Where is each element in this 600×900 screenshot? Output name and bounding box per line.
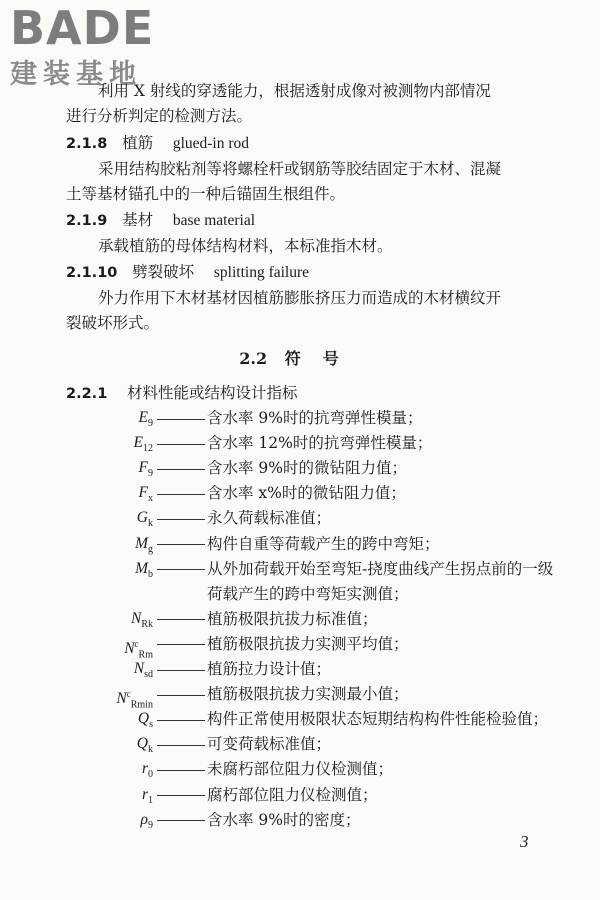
- symbol: [139, 457, 153, 485]
- symbol-description: 从外加荷载开始至弯矩-挠度曲线产生拐点前的一级: [157, 558, 553, 580]
- symbol-row: [0, 658, 600, 680]
- symbol-description: 植筋极限抗拔力实测平均值；: [157, 633, 409, 655]
- symbol-row: [0, 482, 600, 504]
- symbol: [139, 482, 153, 510]
- symbol-description: 构件正常使用极限状态短期结构构件性能检验值；: [157, 708, 548, 730]
- term-number: 2.1.10: [66, 265, 118, 281]
- symbol-subscript: x: [148, 493, 153, 505]
- symbol-description: 含水率 9%时的微钻阻力值；: [157, 457, 407, 479]
- symbol-base: r: [141, 785, 148, 803]
- symbol: [131, 608, 153, 636]
- symbol-base: F: [138, 484, 148, 502]
- symbol-base: E: [133, 434, 143, 452]
- term-zh: 基材: [122, 211, 154, 229]
- logo-word: BADE: [10, 1, 155, 55]
- symbol-base: Q: [136, 735, 148, 753]
- symbol-subscript: Rm: [138, 649, 153, 661]
- symbol-row: [0, 432, 600, 454]
- symbol-base: N: [124, 640, 135, 658]
- symbol-base: ρ: [140, 810, 148, 828]
- term-zh: 劈裂破坏: [132, 263, 195, 281]
- symbol-subscript: 12: [143, 443, 153, 455]
- symbol-description: 含水率 9%时的密度；: [157, 809, 361, 831]
- symbol-subscript: 1: [148, 794, 153, 806]
- symbol-description: 可变荷载标准值；: [157, 733, 331, 755]
- symbol-base: M: [135, 559, 148, 577]
- section-title: 符号: [284, 349, 361, 368]
- term-number: 2.1.9: [66, 213, 108, 229]
- symbol-subscript: 9: [148, 468, 153, 480]
- symbol-subscript: k: [148, 518, 153, 530]
- term-zh: 植筋: [122, 134, 154, 152]
- symbol-row: [0, 507, 600, 529]
- logo-subtitle: 建装基地: [10, 59, 142, 90]
- symbol-description: 含水率 x%时的微钻阻力值；: [157, 482, 406, 504]
- symbol-superscript: c: [134, 638, 139, 649]
- symbol-description: 腐朽部位阻力仪检测值；: [157, 784, 378, 806]
- symbol: [134, 658, 153, 686]
- symbol-base: Q: [137, 710, 150, 728]
- symbol-subscript: b: [148, 568, 153, 580]
- symbol: [138, 708, 153, 736]
- term-body-line: 土等基材锚孔中的一种后锚固生根组件。: [66, 185, 346, 203]
- symbol-subscript: g: [148, 543, 153, 555]
- subsection-heading: [66, 382, 298, 405]
- symbol-subscript: Rmin: [130, 699, 153, 711]
- subsection-title: 材料性能或结构设计指标: [127, 384, 298, 402]
- symbol-description: 含水率 12%时的抗弯弹性模量；: [157, 432, 432, 454]
- term-heading: [66, 261, 309, 284]
- term-body-line: 裂破坏形式。: [66, 314, 160, 332]
- symbol: [141, 809, 153, 837]
- symbol: [135, 558, 153, 586]
- symbol-description: 构件自重等荷载产生的跨中弯矩；: [157, 533, 440, 555]
- symbol-row: [0, 407, 600, 429]
- symbol-row: [0, 809, 600, 831]
- symbol-base: E: [138, 409, 148, 426]
- term-number: 2.1.8: [66, 136, 108, 152]
- symbol-subscript: 9: [148, 418, 153, 430]
- symbol-row: [0, 633, 600, 661]
- symbol-subscript: sd: [144, 669, 153, 681]
- symbol-description: 永久荷载标准值；: [157, 507, 331, 529]
- section-number: 2.2: [239, 349, 268, 368]
- symbol-row: [0, 708, 600, 730]
- symbol: [142, 758, 153, 786]
- symbol-description: 含水率 9%时的抗弯弹性模量；: [157, 407, 423, 429]
- symbol-base: F: [138, 459, 148, 477]
- symbol: [137, 733, 153, 761]
- term-en: glued-in rod: [172, 135, 250, 152]
- symbol-base: M: [135, 534, 148, 552]
- symbol: [134, 432, 153, 460]
- symbol-base: N: [116, 690, 127, 708]
- symbol-row: [0, 733, 600, 755]
- symbol-base: N: [130, 609, 142, 627]
- term-heading: [66, 209, 255, 232]
- term-body-line: 外力作用下木材基材因植筋膨胀挤压力而造成的木材横纹开: [98, 289, 502, 307]
- term-heading: [66, 132, 249, 155]
- term-body-line: 承载植筋的母体结构材料，本标准指木材。: [98, 237, 393, 255]
- subsection-number: 2.2.1: [66, 386, 108, 402]
- page-number: 3: [520, 832, 529, 851]
- symbol-description: 未腐朽部位阻力仪检测值；: [157, 758, 393, 780]
- symbol: [142, 784, 153, 812]
- symbol: [135, 533, 153, 561]
- section-heading: [0, 346, 600, 369]
- symbol-row: [0, 784, 600, 806]
- intro-line-1: 利用 X 射线的穿透能力，根据透射成像对被测物内部情况: [98, 82, 491, 100]
- symbol-base: N: [133, 660, 145, 677]
- symbol-row: [0, 608, 600, 630]
- symbol-subscript: Rk: [141, 618, 153, 630]
- intro-line-2: 进行分析判定的检测方法。: [66, 107, 253, 125]
- symbol-description: 植筋极限抗拔力实测最小值；: [157, 683, 409, 705]
- symbol: [139, 407, 153, 435]
- symbol-subscript: k: [148, 744, 153, 756]
- symbol-description: 植筋极限抗拔力标准值；: [157, 608, 378, 630]
- symbol-row: [0, 533, 600, 555]
- symbol-subscript: 9: [148, 819, 153, 831]
- symbol-row: [0, 758, 600, 780]
- symbol: [137, 507, 153, 535]
- symbol-row: [0, 683, 600, 711]
- symbol-row: [0, 558, 600, 580]
- symbol-description: 植筋拉力设计值；: [157, 658, 331, 680]
- symbol-row: [0, 457, 600, 479]
- term-en: base material: [172, 212, 256, 229]
- logo: [10, 1, 180, 90]
- symbol-superscript: c: [126, 689, 131, 700]
- symbol-base: G: [136, 509, 148, 527]
- symbol-description-continued: 荷载产生的跨中弯矩实测值；: [207, 584, 409, 603]
- term-en: splitting failure: [213, 264, 310, 281]
- symbol-subscript: s: [149, 719, 153, 731]
- symbol-base: r: [141, 760, 148, 778]
- symbol-subscript: 0: [148, 769, 153, 781]
- term-body-line: 采用结构胶粘剂等将螺栓杆或钢筋等胶结固定于木材、混凝: [98, 160, 502, 178]
